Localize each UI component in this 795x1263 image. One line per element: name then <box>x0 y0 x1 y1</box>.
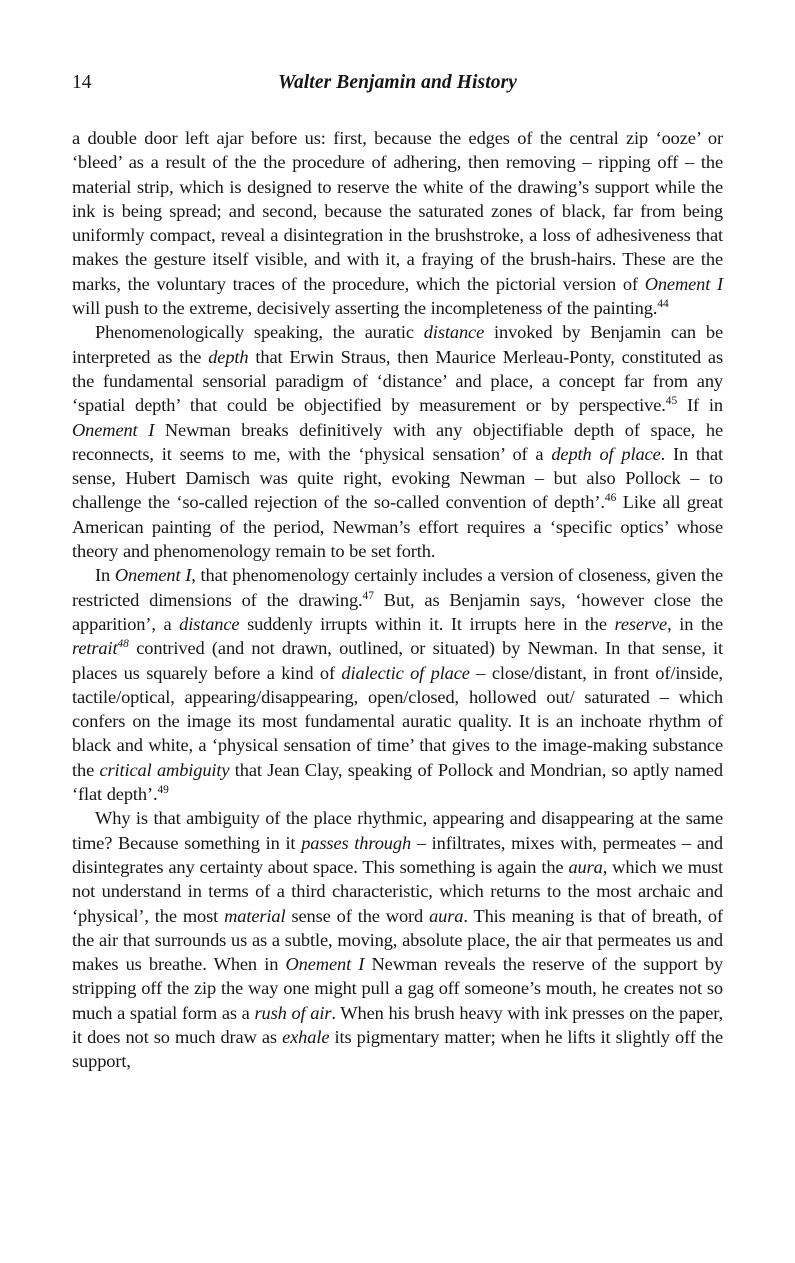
footnote-ref: 49 <box>157 783 169 796</box>
page-number: 14 <box>72 72 92 93</box>
text-run: , in the <box>667 613 723 634</box>
text-run: retrait <box>72 638 118 659</box>
text-run: distance <box>423 322 485 343</box>
text-run: . When his brush heavy with ink presses on the paper, it does not so much draw as <box>72 1002 723 1047</box>
text-run: aura <box>429 905 464 926</box>
text-run: passes through <box>301 832 412 853</box>
paragraph-3 <box>72 563 723 806</box>
text-run: But, as Benjamin says, ‘however close the apparition’, a <box>72 589 723 634</box>
text-run: Onement I <box>114 565 192 586</box>
text-run: In <box>95 565 115 586</box>
text-run: material <box>224 905 286 926</box>
text-run: Phenomenologically speaking, the auratic <box>95 322 424 343</box>
text-run: Why is that ambiguity of the place rhythmic, appearing and disappearing at the same time? Because something in it <box>72 808 723 853</box>
text-run: its pigmentary matter; when he lifts it slightly off the support, <box>72 1026 723 1072</box>
text-run: will push to the extreme, decisively asserting the incompleteness of the painting. <box>72 298 658 319</box>
text-run: . In that sense, Hubert Damisch was quite right, evoking Newman – but also Pollock – to challenge the ‘so-called rejection of the so-called convention of depth’. <box>72 443 724 513</box>
footnote-ref: 45 <box>665 395 678 408</box>
text-run: dialectic of place <box>341 662 470 683</box>
text-run: reserve <box>614 613 668 634</box>
footnote-ref: 47 <box>362 589 374 602</box>
text-run: Onement I <box>644 273 723 294</box>
text-run: Onement I <box>285 954 365 975</box>
text-run: depth of place <box>551 443 661 464</box>
body-text <box>72 126 723 1074</box>
text-run: exhale <box>282 1026 330 1047</box>
text-run: , that phenomenology certainly includes a version of closeness, given the restricted dimensions of the drawing. <box>72 565 723 610</box>
text-run: aura <box>568 856 603 877</box>
text-run: rush of air <box>254 1002 332 1023</box>
footnote-ref: 44 <box>657 297 669 310</box>
footnote-ref: 48 <box>117 638 129 651</box>
page-content <box>72 71 723 1074</box>
text-run: depth <box>208 346 249 367</box>
text-run: sense of the word <box>285 905 430 926</box>
text-run: Onement I <box>72 419 155 440</box>
text-run: . This meaning is that of breath, of the air that surrounds us as a subtle, moving, absolute place, the air that permeates us and makes us breathe. When in <box>72 905 723 975</box>
text-run: Like all great American painting of the period, Newman’s effort requires a ‘specific optics’ whose theory and phenomenology remain to be set forth. <box>72 492 723 562</box>
paragraph-4 <box>72 806 723 1073</box>
paragraph-2 <box>72 320 723 563</box>
text-run: Newman breaks definitively with any objectifiable depth of space, he reconnects, it seems to me, with the ‘physical sensation’ of a <box>72 419 723 464</box>
text-run: that Jean Clay, speaking of Pollock and Mondrian, so aptly named ‘flat depth’. <box>72 759 723 805</box>
text-run: critical ambiguity <box>99 759 230 780</box>
text-run: suddenly irrupts within it. It irrupts here in the <box>239 613 615 634</box>
text-run: – close/distant, in front of/inside, tactile/optical, appearing/disappearing, open/closed, hollowed out/ saturated – which confers on the image its most fundamental auratic quality. It is an inchoate rhythm of black and white, a ‘physical sensation of time’ that gives to the image-making substance the <box>72 662 724 780</box>
text-run: invoked by Benjamin can be interpreted as the <box>72 322 723 367</box>
text-run: a double door left ajar before us: first, because the edges of the central zip ‘ooze’ or ‘bleed’ as a result of the the procedure of adhering, then removing – ripping off – the material strip, which is designed to reserve the white of the drawing’s support while the ink is being spread; and second, because the saturated zones of black, far from being uniformly compact, reveal a disintegration in the brushstroke, a loss of adhesiveness that makes the gesture itself visible, and with it, a fraying of the brush-hairs. These are the marks, the voluntary traces of the procedure, which the pictorial version of <box>72 128 723 294</box>
text-run: – infiltrates, mixes with, permeates – and disintegrates any certainty about space. This something is again the <box>72 832 724 877</box>
text-run: Newman reveals the reserve of the support by stripping off the zip the way one might pull a gag off someone’s mouth, he creates not so much a spatial form as a <box>72 954 723 1023</box>
text-run: If in <box>677 395 723 416</box>
text-run: that Erwin Straus, then Maurice Merleau-Ponty, constituted as the fundamental sensorial paradigm of ‘distance’ and place, a concept far from any ‘spatial depth’ that could be objectified by measurement or by perspective. <box>72 346 723 416</box>
running-head: Walter Benjamin and History <box>277 72 518 93</box>
footnote-ref: 46 <box>604 492 617 505</box>
text-run: contrived (and not drawn, outlined, or situated) by Newman. In that sense, it places us squarely before a kind of <box>72 638 723 683</box>
paragraph-1 <box>72 126 723 320</box>
text-run: distance <box>179 613 240 634</box>
page-header <box>72 71 723 95</box>
text-run: , which we must not understand in terms of a third characteristic, which returns to the most archaic and ‘physical’, the most <box>72 856 723 926</box>
